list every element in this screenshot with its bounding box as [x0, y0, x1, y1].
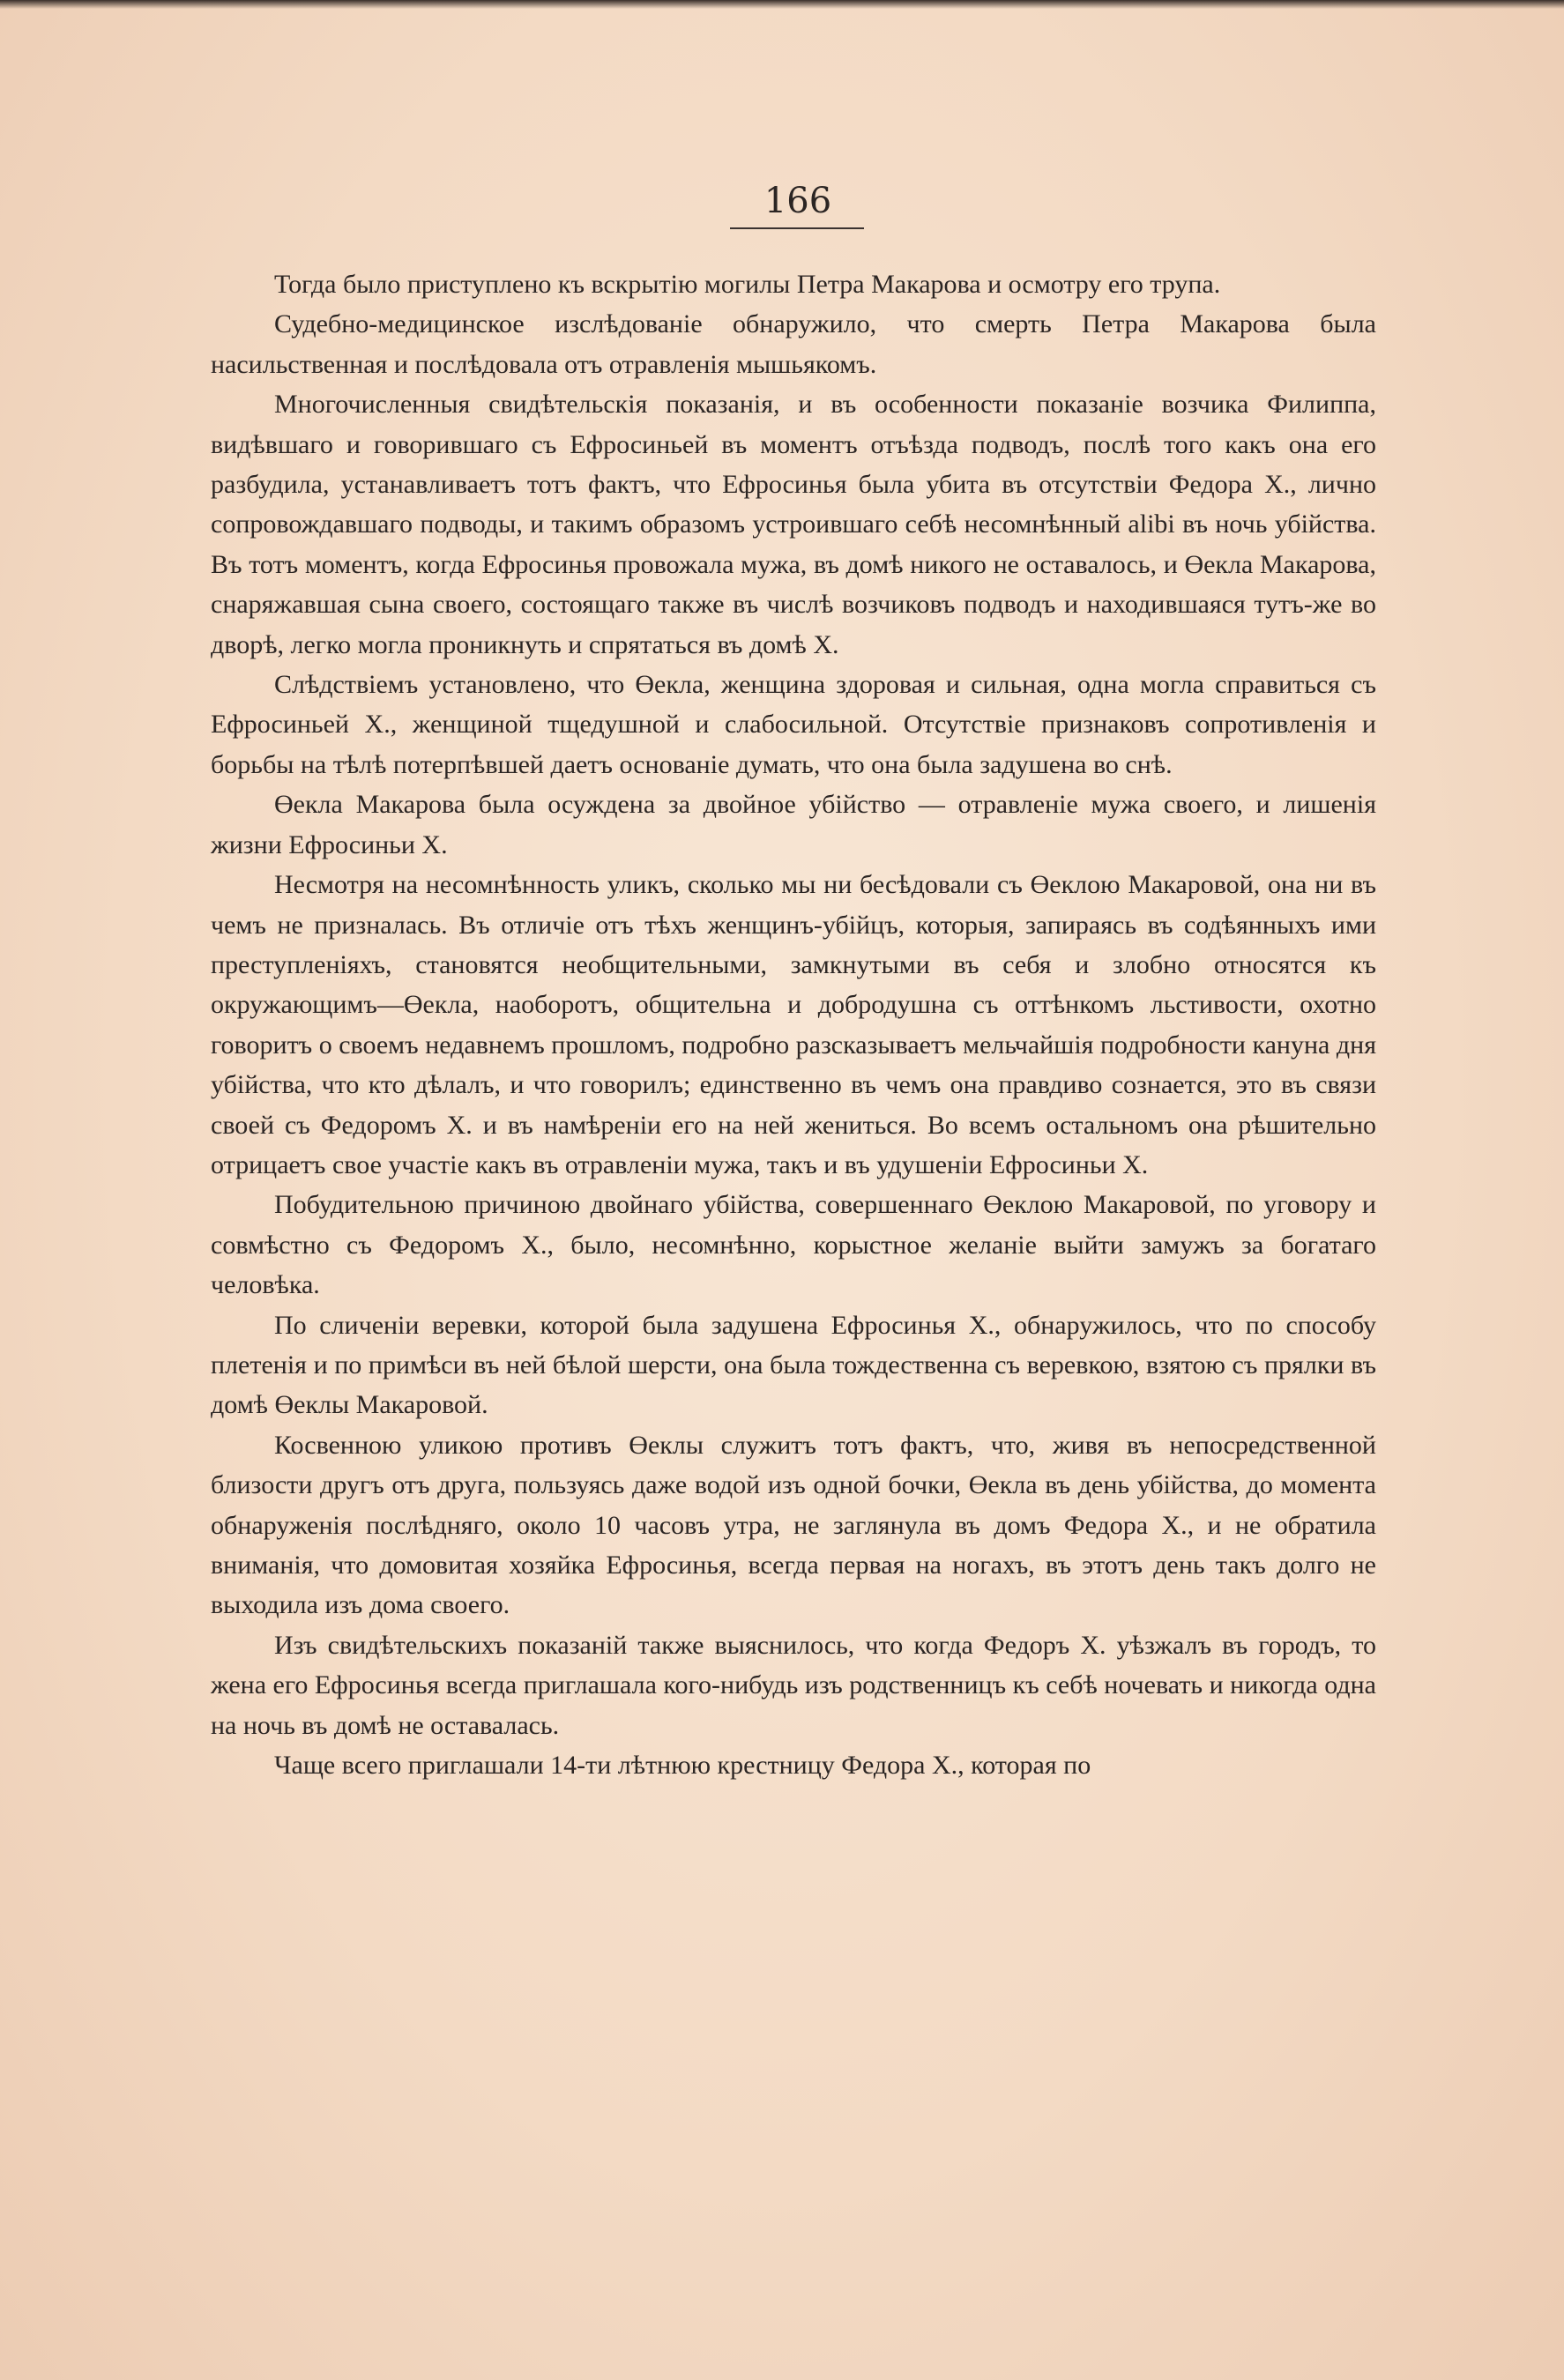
paragraph: Өекла Макарова была осуждена за двойное убійство — отравленіе мужа своего, и лишенія жизни Ефросиньи Х. — [211, 790, 1376, 859]
page-number: 166 — [763, 181, 832, 221]
paragraph: По сличеніи веревки, которой была задушена Ефросинья Х., обнаружилось, что по способу плетенія и по примѣси въ ней бѣлой шерсти, она была тождественна съ веревкою, взятою съ прялки въ домѣ Өеклы Макаровой. — [211, 1310, 1376, 1420]
paragraph: Чаще всего приглашали 14-ти лѣтнюю крестницу Федора Х., которая по — [274, 1751, 1091, 1781]
paragraph: Побудительною причиною двойнаго убійства, совершеннаго Өеклою Макаровой, по уговору и совмѣстно съ Федоромъ Х., было, несомнѣнно, корыстное желаніе выйти замужъ за богатаго человѣка. — [211, 1190, 1376, 1300]
body-text — [211, 264, 1376, 1785]
paragraph: Тогда было приступлено къ вскрытію могилы Петра Макарова и осмотру его трупа. — [274, 270, 1221, 299]
page-number-rule — [730, 227, 864, 229]
paragraph: Изъ свидѣтельскихъ показаній также выяснилось, что когда Федоръ Х. уѣзжалъ въ городъ, то жена его Ефросинья всегда приглашала кого-нибудь изъ родственницъ къ себѣ ночевать и никогда одна на ночь въ домѣ не оставалась. — [211, 1630, 1376, 1740]
paragraph: Слѣдствіемъ установлено, что Өекла, женщина здоровая и сильная, одна могла справиться съ Ефросиньей Х., женщиной тщедушной и слабосильной. Отсутствіе признаковъ сопротивленія и борьбы на тѣлѣ потерпѣвшей даетъ основаніе думать, что она была задушена во снѣ. — [211, 670, 1376, 779]
paragraph: Судебно-медицинское изслѣдованіе обнаружило, что смерть Петра Макарова была насильственная и послѣдовала отъ отравленія мышьякомъ. — [211, 309, 1376, 379]
scan-top-edge — [0, 0, 1564, 9]
paragraph: Несмотря на несомнѣнность уликъ, сколько мы ни бесѣдовали съ Өеклою Макаровой, она ни въ чемъ не призналась. Въ отличіе отъ тѣхъ женщинъ-убійцъ, которыя, запираясь въ содѣянныхъ ими преступленіяхъ, становятся необщительными, замкнутыми въ себя и злобно относятся къ окружающимъ—Өекла, наоборотъ, общительна и добродушна съ оттѣнкомъ льстивости, охотно говоритъ о своемъ недавнемъ прошломъ, подробно разсказываетъ мельчайшія подробности кануна дня убійства, что кто дѣлалъ, и что говорилъ; единственно въ чемъ она правдиво сознается, это въ связи своей съ Федоромъ Х. и въ намѣреніи его на ней жениться. Во всемъ остальномъ она рѣшительно отрицаетъ свое участіе какъ въ отравленіи мужа, такъ и въ удушеніи Ефросиньи Х. — [211, 870, 1376, 1179]
paragraph: Косвенною уликою противъ Өеклы служитъ тотъ фактъ, что, живя въ непосредственной близости другъ отъ друга, пользуясь даже водой изъ одной бочки, Өекла въ день убійства, до момента обнаруженія послѣдняго, около 10 часовъ утра, не заглянула въ домъ Федора Х., и не обратила вниманія, что домовитая хозяйка Ефросинья, всегда первая на ногахъ, въ этотъ день такъ долго не выходила изъ дома своего. — [211, 1430, 1376, 1620]
paragraph: Многочисленныя свидѣтельскія показанія, и въ особенности показаніе возчика Филиппа, видѣвшаго и говорившаго съ Ефросиньей въ моментъ отъѣзда подводъ, послѣ того какъ она его разбудила, устанавливаетъ тотъ фактъ, что Ефросинья была убита въ отсутствіи Федора Х., лично сопровождавшаго подводы, и такимъ образомъ устроившаго себѣ несомнѣнный alibi въ ночь убійства. Въ тотъ моментъ, когда Ефросинья провожала мужа, въ домѣ никого не оставалось, и Өекла Макарова, снаряжавшая сына своего, состоящаго также въ числѣ возчиковъ подводъ и находившаяся тутъ-же во дворѣ, легко могла проникнуть и спрятаться въ домѣ Х. — [211, 390, 1376, 659]
